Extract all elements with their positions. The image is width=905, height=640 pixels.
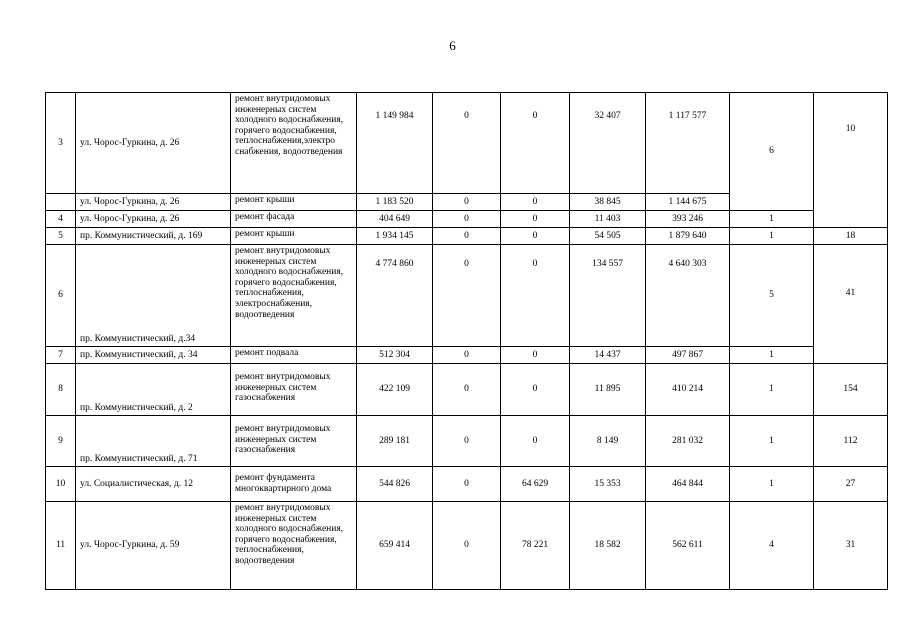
table-row bbox=[46, 502, 888, 590]
count-cell: 41 bbox=[814, 245, 888, 364]
address-cell: пр. Коммунистический, д.34 bbox=[76, 245, 231, 347]
address-cell: ул. Чорос-Гуркина, д. 59 bbox=[76, 502, 231, 590]
count-cell: 1 bbox=[730, 211, 814, 228]
total-cost-cell: 1 183 520 bbox=[357, 194, 433, 211]
count-cell: 10 bbox=[814, 93, 888, 228]
count-cell: 4 bbox=[730, 502, 814, 590]
count-cell: 1 bbox=[730, 347, 814, 364]
row-number: 5 bbox=[46, 228, 76, 245]
row-number: 7 bbox=[46, 347, 76, 364]
address-cell: ул. Чорос-Гуркина, д. 26 bbox=[76, 194, 231, 211]
value-cell: 0 bbox=[501, 245, 570, 347]
value-cell: 0 bbox=[501, 211, 570, 228]
row-number: 9 bbox=[46, 416, 76, 467]
value-cell: 0 bbox=[433, 467, 501, 502]
address-cell: ул. Чорос-Гуркина, д. 26 bbox=[76, 93, 231, 194]
value-cell: 15 353 bbox=[570, 467, 646, 502]
value-cell: 11 403 bbox=[570, 211, 646, 228]
value-cell: 0 bbox=[501, 194, 570, 211]
count-cell: 1 bbox=[730, 228, 814, 245]
table-row bbox=[46, 364, 888, 416]
total-cost-cell: 422 109 bbox=[357, 364, 433, 416]
work-type-cell: ремонт фундамента многоквартирного дома bbox=[231, 467, 357, 502]
page-number: 6 bbox=[449, 38, 456, 53]
count-cell: 154 bbox=[814, 364, 888, 416]
value-cell: 464 844 bbox=[646, 467, 730, 502]
work-type-cell: ремонт внутридомовых инженерных систем холодного водоснабжения, горячего водоснабжения, теплоснабжения, электроснабжения, водоотведения bbox=[231, 245, 357, 347]
capital-repair-table bbox=[45, 92, 888, 590]
table-row bbox=[46, 416, 888, 467]
value-cell: 18 582 bbox=[570, 502, 646, 590]
work-type-cell: ремонт крыши bbox=[231, 228, 357, 245]
value-cell: 14 437 bbox=[570, 347, 646, 364]
address-cell: ул. Чорос-Гуркина, д. 26 bbox=[76, 211, 231, 228]
row-number: 11 bbox=[46, 502, 76, 590]
value-cell: 281 032 bbox=[646, 416, 730, 467]
address-cell: пр. Коммунистический, д. 34 bbox=[76, 347, 231, 364]
total-cost-cell: 4 774 860 bbox=[357, 245, 433, 347]
value-cell: 134 557 bbox=[570, 245, 646, 347]
row-number: 4 bbox=[46, 211, 76, 228]
address-cell: пр. Коммунистический, д. 169 bbox=[76, 228, 231, 245]
address-cell: ул. Социалистическая, д. 12 bbox=[76, 467, 231, 502]
value-cell: 0 bbox=[433, 194, 501, 211]
total-cost-cell: 659 414 bbox=[357, 502, 433, 590]
value-cell: 8 149 bbox=[570, 416, 646, 467]
work-type-cell: ремонт подвала bbox=[231, 347, 357, 364]
work-type-cell: ремонт крыши bbox=[231, 194, 357, 211]
work-type-cell: ремонт внутридомовых инженерных систем газоснабжения bbox=[231, 364, 357, 416]
table-row bbox=[46, 228, 888, 245]
table-row bbox=[46, 245, 888, 347]
row-number: 10 bbox=[46, 467, 76, 502]
work-type-cell: ремонт внутридомовых инженерных систем холодного водоснабжения, горячего водоснабжения, теплоснабжения,электро снабжения, водоотведения bbox=[231, 93, 357, 194]
total-cost-cell: 404 649 bbox=[357, 211, 433, 228]
value-cell: 410 214 bbox=[646, 364, 730, 416]
value-cell: 0 bbox=[433, 502, 501, 590]
value-cell: 0 bbox=[433, 228, 501, 245]
row-number bbox=[46, 194, 76, 211]
value-cell: 0 bbox=[433, 211, 501, 228]
total-cost-cell: 512 304 bbox=[357, 347, 433, 364]
total-cost-cell: 289 181 bbox=[357, 416, 433, 467]
total-cost-cell: 1 149 984 bbox=[357, 93, 433, 194]
total-cost-cell: 544 826 bbox=[357, 467, 433, 502]
value-cell: 38 845 bbox=[570, 194, 646, 211]
work-type-cell: ремонт внутридомовых инженерных систем газоснабжения bbox=[231, 416, 357, 467]
value-cell: 0 bbox=[501, 347, 570, 364]
count-cell: 18 bbox=[814, 228, 888, 245]
count-cell: 27 bbox=[814, 467, 888, 502]
value-cell: 0 bbox=[501, 228, 570, 245]
value-cell: 1 144 675 bbox=[646, 194, 730, 211]
value-cell: 497 867 bbox=[646, 347, 730, 364]
count-cell: 1 bbox=[730, 416, 814, 467]
value-cell: 0 bbox=[433, 347, 501, 364]
row-number: 8 bbox=[46, 364, 76, 416]
count-cell: 1 bbox=[730, 467, 814, 502]
work-type-cell: ремонт внутридомовых инженерных систем холодного водоснабжения, горячего водоснабжения, теплоснабжения, водоотведения bbox=[231, 502, 357, 590]
value-cell: 0 bbox=[433, 416, 501, 467]
value-cell: 0 bbox=[433, 245, 501, 347]
count-cell: 1 bbox=[730, 364, 814, 416]
value-cell: 0 bbox=[501, 416, 570, 467]
count-cell: 5 bbox=[730, 245, 814, 347]
value-cell: 562 611 bbox=[646, 502, 730, 590]
count-cell: 6 bbox=[730, 93, 814, 211]
value-cell: 0 bbox=[433, 93, 501, 194]
table-row bbox=[46, 93, 888, 194]
value-cell: 393 246 bbox=[646, 211, 730, 228]
table-row bbox=[46, 467, 888, 502]
value-cell: 1 117 577 bbox=[646, 93, 730, 194]
table-row bbox=[46, 211, 888, 228]
value-cell: 4 640 303 bbox=[646, 245, 730, 347]
count-cell: 31 bbox=[814, 502, 888, 590]
row-number: 3 bbox=[46, 93, 76, 194]
value-cell: 32 407 bbox=[570, 93, 646, 194]
value-cell: 1 879 640 bbox=[646, 228, 730, 245]
value-cell: 0 bbox=[433, 364, 501, 416]
value-cell: 54 505 bbox=[570, 228, 646, 245]
work-type-cell: ремонт фасада bbox=[231, 211, 357, 228]
table-row bbox=[46, 347, 888, 364]
value-cell: 78 221 bbox=[501, 502, 570, 590]
value-cell: 0 bbox=[501, 364, 570, 416]
address-cell: пр. Коммунистический, д. 71 bbox=[76, 416, 231, 467]
row-number: 6 bbox=[46, 245, 76, 347]
address-cell: пр. Коммунистический, д. 2 bbox=[76, 364, 231, 416]
total-cost-cell: 1 934 145 bbox=[357, 228, 433, 245]
value-cell: 0 bbox=[501, 93, 570, 194]
value-cell: 11 895 bbox=[570, 364, 646, 416]
count-cell: 112 bbox=[814, 416, 888, 467]
value-cell: 64 629 bbox=[501, 467, 570, 502]
